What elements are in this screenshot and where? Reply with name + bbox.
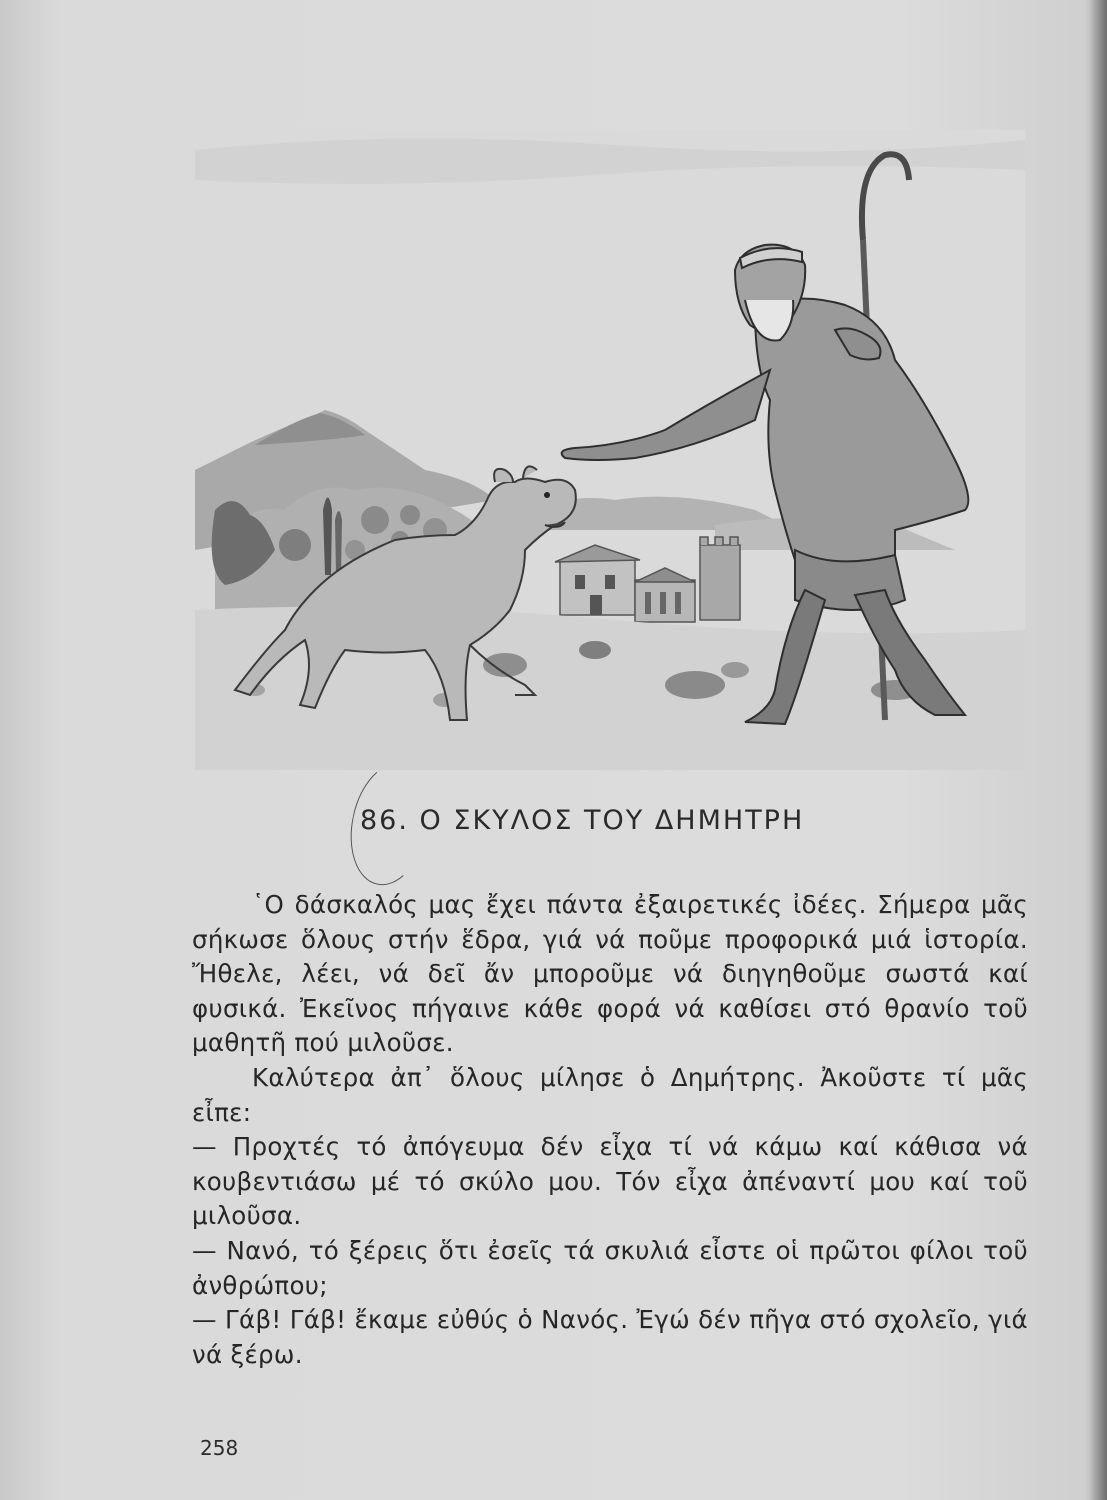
chapter-heading [360,805,920,836]
dialogue-line: — Νανό, τό ξέρεις ὅτι ἐσεῖς τά σκυλιά εἶστε οἱ πρῶτοι φίλοι τοῦ ἀνθρώπου; [192,1235,1028,1300]
chapter-number: 86. [360,805,409,836]
spine-shadow [1085,0,1107,1500]
shepherd-and-dog-illustration [195,130,1025,770]
paragraph: Καλύτερα ἀπ᾿ ὅλους μίλησε ὁ Δημήτρης. Ἀκοῦστε τί μᾶς εἶπε: [192,1062,1028,1127]
dialogue-line: — Προχτές τό ἀπόγευμα δέν εἶχα τί νά κάμω καί κάθισα νά κουβεντιάσω μέ τό σκύλο μου. Τόν εἶχα ἀπέναντί μου καί τοῦ μιλοῦσα. [192,1132,1028,1231]
story-text [192,888,1028,1372]
dialogue-line: — Γάβ! Γάβ! ἔκαμε εὐθύς ὁ Νανός. Ἐγώ δέν πῆγα στό σχολεῖο, γιά νά ξέρω. [192,1305,1028,1369]
chapter-title: Ο ΣΚΥΛΟΣ ΤΟΥ ΔΗΜΗΤΡΗ [419,805,805,836]
page-number: 258 [200,1436,239,1460]
paragraph: ῾Ο δάσκαλός μας ἔχει πάντα ἐξαιρετικές ἰδέες. Σήμερα μᾶς σήκωσε ὅλους στήν ἕδρα, γιά νά ποῦμε προφορικά μιά ἱστορία. Ἤθελε, λέει, νά δεῖ ἄν μποροῦμε νά διηγηθοῦμε σωστά καί φυσικά. Ἐκεῖνος πήγαινε κάθε φορά νά καθίσει στό θρανίο τοῦ μαθητῆ πού μιλοῦσε. [192,890,1028,1058]
